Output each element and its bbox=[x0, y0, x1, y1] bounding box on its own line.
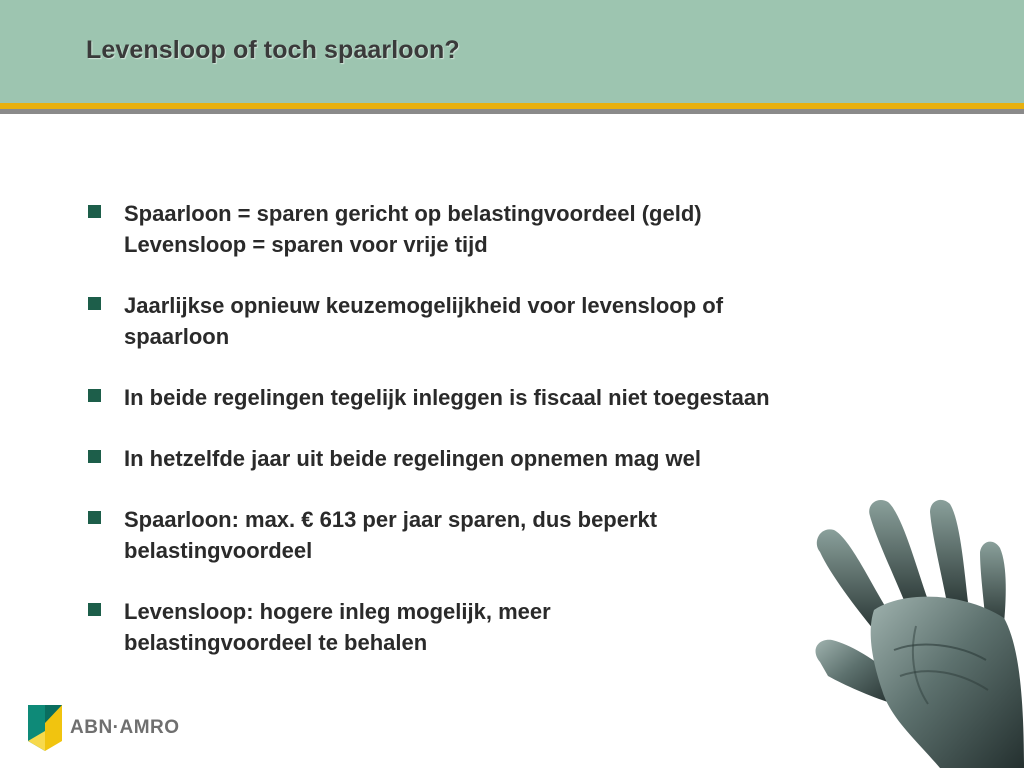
bullet-line: In beide regelingen tegelijk inleggen is fiscaal niet toegestaan bbox=[124, 385, 770, 410]
abn-amro-logo bbox=[28, 705, 180, 751]
bullet-item bbox=[88, 596, 908, 658]
bullet-item bbox=[88, 382, 908, 413]
hand-image bbox=[790, 490, 1024, 768]
bullet-line: In hetzelfde jaar uit beide regelingen opnemen mag wel bbox=[124, 446, 702, 471]
bullet-square-icon bbox=[88, 205, 101, 218]
slide-title: Levensloop of toch spaarloon? bbox=[86, 36, 460, 64]
abn-amro-shield-icon bbox=[28, 705, 62, 751]
bullet-line: Levensloop = sparen voor vrije tijd bbox=[124, 232, 488, 257]
bullet-line: Spaarloon: max. € 613 per jaar sparen, dus beperkt bbox=[124, 507, 658, 532]
header-stripe-gray bbox=[0, 109, 1024, 114]
bullet-square-icon bbox=[88, 450, 101, 463]
bullet-line: belastingvoordeel bbox=[124, 538, 313, 563]
bullet-square-icon bbox=[88, 511, 101, 524]
bullet-item bbox=[88, 198, 908, 260]
bullet-square-icon bbox=[88, 603, 101, 616]
bullet-item bbox=[88, 443, 908, 474]
bullet-item bbox=[88, 290, 908, 352]
bullet-line: Spaarloon = sparen gericht op belastingvoordeel (geld) bbox=[124, 201, 702, 226]
bullet-square-icon bbox=[88, 389, 101, 402]
bullet-line: spaarloon bbox=[124, 324, 230, 349]
bullet-line: belastingvoordeel te behalen bbox=[124, 630, 428, 655]
bullet-line: Levensloop: hogere inleg mogelijk, meer bbox=[124, 599, 551, 624]
bullet-item bbox=[88, 504, 908, 566]
bullet-line: Jaarlijkse opnieuw keuzemogelijkheid voor levensloop of bbox=[124, 293, 724, 318]
logo-text: ABN·AMRO bbox=[70, 717, 180, 738]
bullet-list bbox=[88, 198, 908, 658]
bullet-square-icon bbox=[88, 297, 101, 310]
